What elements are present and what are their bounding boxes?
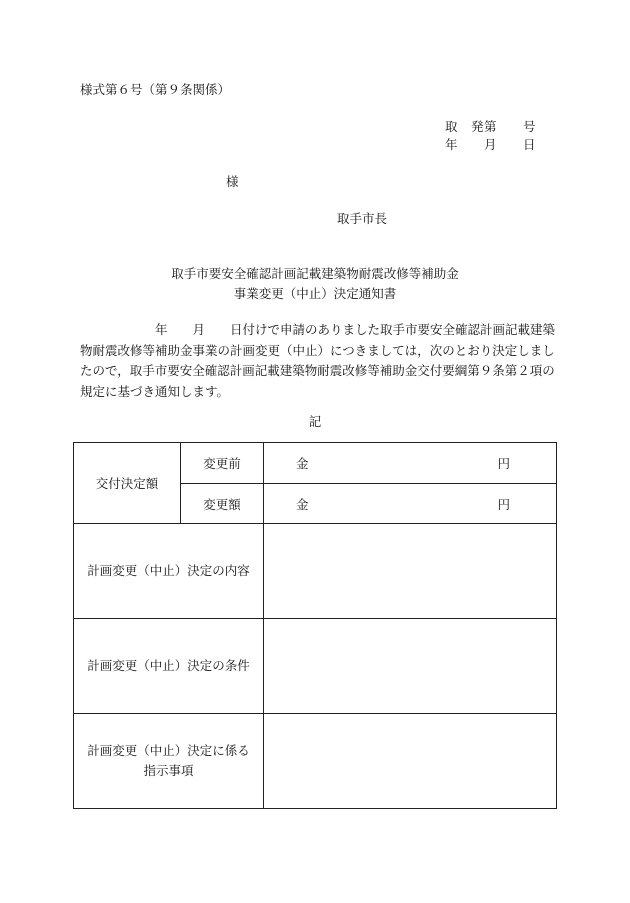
ki-heading: 記 <box>308 414 322 429</box>
form-number: 様式第６号（第９条関係） <box>80 82 231 97</box>
instructions-label-line-2: 指示事項 <box>143 763 194 778</box>
instructions-label-line-1: 計画変更（中止）決定に係る <box>87 743 250 758</box>
table-row <box>74 714 557 809</box>
conditions-value <box>264 619 557 714</box>
body-text: 年 月 日付けで申請のありました取手市要安全確認計画記載建築物耐震改修等補助金事業の計画変更（中止）につきましては，次のとおり決定しましたので，取手市要安全確認計画記載建築物耐震改修等補助金交付要綱第９条第２項の規定に基づき通知します。 <box>80 322 556 399</box>
table-row <box>74 619 557 714</box>
title-line-1: 取手市要安全確認計画記載建築物耐震改修等補助金 <box>171 266 459 281</box>
title-line-2: 事業変更（中止）決定通知書 <box>233 286 397 301</box>
yen-label: 円 <box>497 496 510 512</box>
kin-label: 金 <box>296 496 309 512</box>
kin-label: 金 <box>296 456 309 471</box>
content-label: 計画変更（中止）決定の内容 <box>74 524 264 619</box>
before-change-label: 変更前 <box>181 443 264 484</box>
changed-amount <box>264 484 557 524</box>
conditions-label: 計画変更（中止）決定の条件 <box>74 619 264 714</box>
sender: 取手市長 <box>337 211 388 226</box>
instructions-label <box>74 714 264 809</box>
yen-label: 円 <box>497 456 510 471</box>
table-row <box>74 443 557 484</box>
instructions-value <box>264 714 557 809</box>
details-table <box>73 442 557 809</box>
content-value <box>264 524 557 619</box>
document-number: 取 発第 号 <box>445 119 537 134</box>
grant-amount-label: 交付決定額 <box>74 443 181 524</box>
table-row <box>74 524 557 619</box>
addressee: 様 <box>226 174 239 189</box>
changed-amount-label: 変更額 <box>181 484 264 524</box>
before-change-amount <box>264 443 557 484</box>
issue-date: 年 月 日 <box>445 137 537 152</box>
